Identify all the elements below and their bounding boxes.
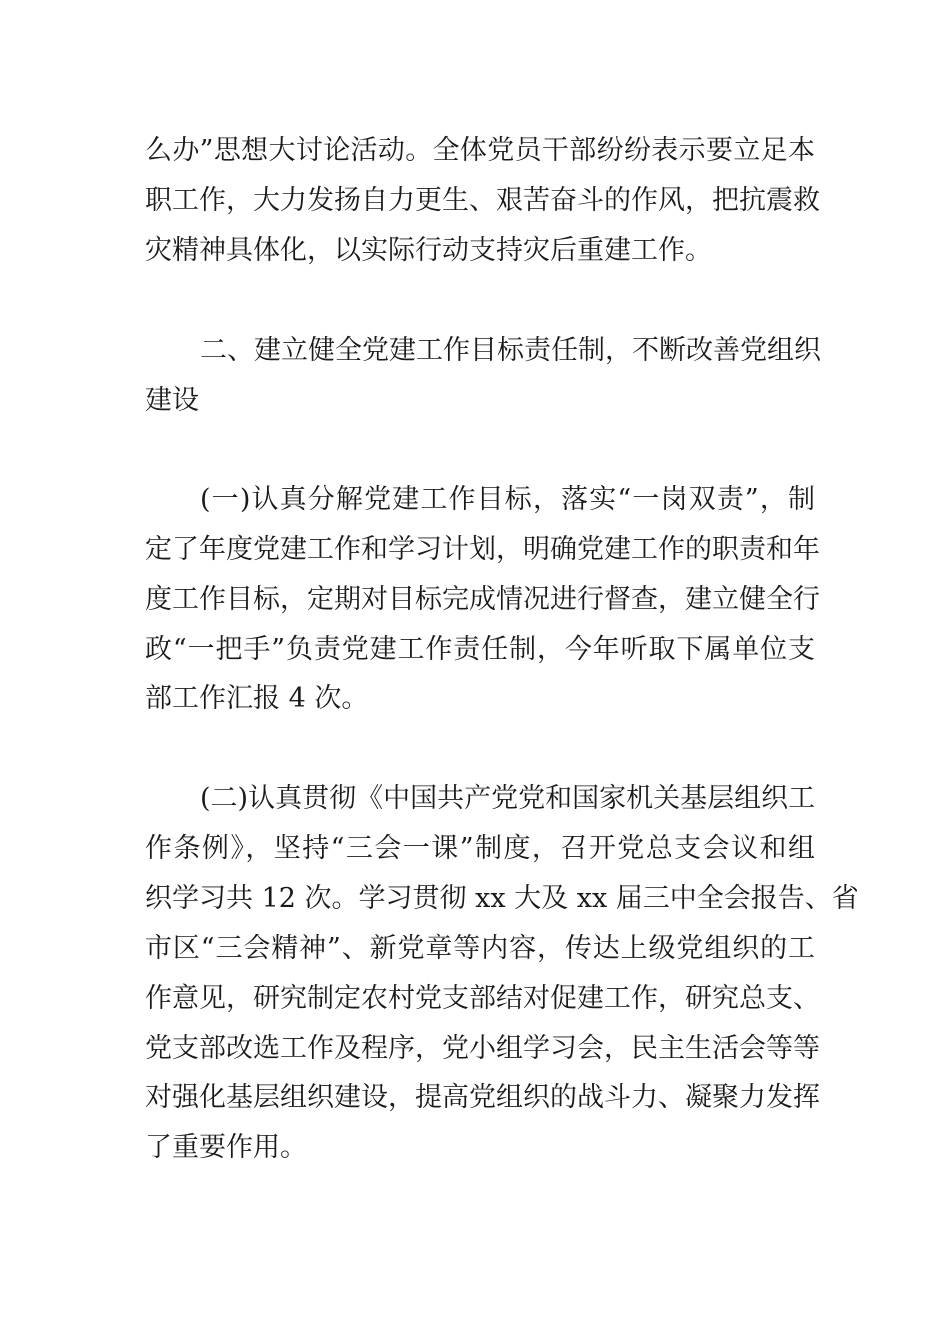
paragraph-2-line-6: 党支部改选工作及程序，党小组学习会，民主生活会等等 bbox=[145, 1033, 820, 1064]
paragraph-intro-line-1: 么办”思想大讨论活动。全体党员干部纷纷表示要立足本 bbox=[145, 135, 815, 166]
paragraph-intro-line-2: 职工作，大力发扬自力更生、艰苦奋斗的作风，把抗震救 bbox=[145, 185, 820, 216]
section-heading-line-2: 建设 bbox=[145, 385, 199, 416]
paragraph-1-line-1: (一)认真分解党建工作目标，落实“一岗双责”，制 bbox=[200, 484, 815, 515]
paragraph-2-line-8: 了重要作用。 bbox=[145, 1132, 307, 1163]
paragraph-1-line-2: 定了年度党建工作和学习计划，明确党建工作的职责和年 bbox=[145, 534, 820, 565]
paragraph-2-line-3: 织学习共 12 次。学习贯彻 xx 大及 xx 届三中全会报告、省 bbox=[145, 883, 859, 914]
paragraph-2-line-2: 作条例》，坚持“三会一课”制度，召开党总支会议和组 bbox=[145, 833, 815, 864]
paragraph-1-line-3: 度工作目标，定期对目标完成情况进行督查，建立健全行 bbox=[145, 584, 820, 615]
paragraph-2-line-1: (二)认真贯彻《中国共产党党和国家机关基层组织工 bbox=[200, 783, 816, 814]
section-heading-line-1: 二、建立健全党建工作目标责任制，不断改善党组织 bbox=[200, 335, 821, 366]
paragraph-1-line-4: 政“一把手”负责党建工作责任制，今年听取下属单位支 bbox=[145, 634, 815, 665]
paragraph-2-line-7: 对强化基层组织建设，提高党组织的战斗力、凝聚力发挥 bbox=[145, 1082, 820, 1113]
paragraph-intro-line-3: 灾精神具体化，以实际行动支持灾后重建工作。 bbox=[145, 235, 712, 266]
paragraph-1-line-5: 部工作汇报 4 次。 bbox=[145, 683, 369, 714]
paragraph-2-line-4: 市区“三会精神”、新党章等内容，传达上级党组织的工 bbox=[145, 933, 815, 964]
paragraph-2-line-5: 作意见，研究制定农村党支部结对促建工作，研究总支、 bbox=[145, 983, 820, 1014]
